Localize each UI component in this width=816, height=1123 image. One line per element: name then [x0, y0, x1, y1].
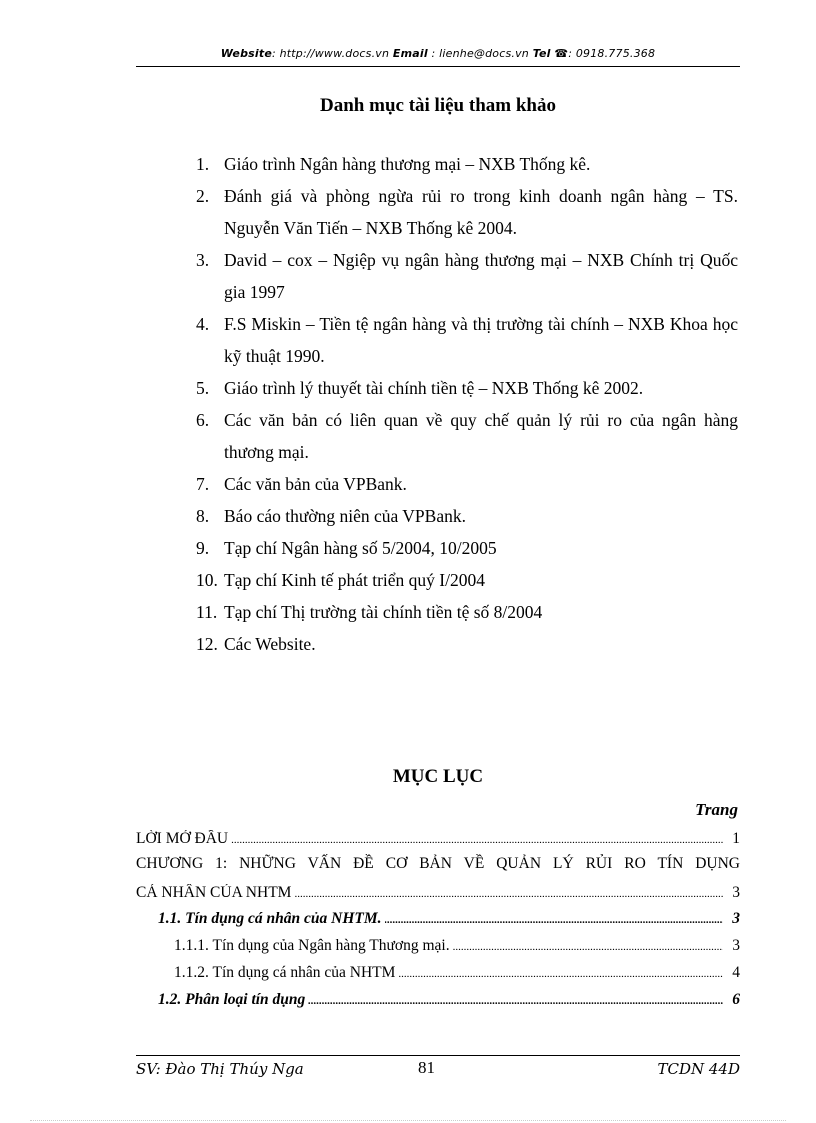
reference-number: 4. — [196, 314, 210, 334]
toc-leader-dots — [453, 937, 723, 955]
footer-class: TCDN 44D — [657, 1060, 740, 1078]
toc-entry-page: 4 — [732, 964, 740, 981]
page-header — [136, 47, 740, 60]
reference-item — [196, 372, 738, 404]
toc-leader-dots — [385, 910, 723, 928]
toc-title: MỤC LỤC — [392, 766, 484, 787]
reference-number: 5. — [196, 378, 210, 398]
reference-item — [196, 628, 738, 660]
website-label: Website — [220, 47, 272, 60]
toc-entry-label: CÁ NHÂN CỦA NHTM — [136, 884, 292, 901]
toc-entry-page: 6 — [732, 991, 740, 1008]
references-title: Danh mục tài liệu tham khảo — [320, 95, 556, 116]
toc-entry-1-1[interactable] — [158, 910, 740, 928]
phone-icon: ☎ — [554, 47, 569, 60]
reference-number: 7. — [196, 474, 210, 494]
reference-text: F.S Miskin – Tiền tệ ngân hàng và thị trường tài chính – NXB Khoa học kỹ thuật 1990. — [224, 314, 738, 366]
reference-number: 12. — [196, 634, 218, 654]
reference-number: 2. — [196, 186, 210, 206]
toc-entry-1-2[interactable] — [158, 991, 740, 1009]
email-value: : lienhe@docs.vn — [431, 47, 529, 60]
reference-text: Đánh giá và phòng ngừa rủi ro trong kinh doanh ngân hàng – TS. Nguyễn Văn Tiến – NXB Thống kê 2004. — [224, 186, 738, 238]
reference-number: 11. — [196, 602, 218, 622]
reference-item — [196, 468, 738, 500]
reference-number: 8. — [196, 506, 210, 526]
toc-entry-1-1-2[interactable] — [174, 964, 740, 982]
reference-text: David – cox – Ngiệp vụ ngân hàng thương mại – NXB Chính trị Quốc gia 1997 — [224, 250, 738, 302]
reference-text: Giáo trình lý thuyết tài chính tiền tệ – NXB Thống kê 2002. — [224, 378, 644, 398]
reference-text: Tạp chí Thị trường tài chính tiền tệ số 8/2004 — [224, 602, 543, 622]
reference-item — [196, 148, 738, 180]
reference-item — [196, 180, 738, 244]
reference-text: Tạp chí Kinh tế phát triển quý I/2004 — [224, 570, 485, 590]
toc-leader-dots — [398, 964, 723, 982]
toc-entry-label: 1.1. Tín dụng cá nhân của NHTM. — [158, 910, 382, 927]
reference-item — [196, 244, 738, 308]
toc-entry-chapter1-line1[interactable]: CHƯƠNG 1: NHỮNG VẤN ĐỀ CƠ BẢN VỀ QUẢN LÝ RỦI RO TÍN DỤNG — [136, 855, 740, 872]
toc-entry-label: 1.2. Phân loại tín dụng — [158, 991, 306, 1008]
reference-item — [196, 500, 738, 532]
reference-text: Tạp chí Ngân hàng số 5/2004, 10/2005 — [224, 538, 497, 558]
reference-number: 1. — [196, 154, 210, 174]
toc-page-header: Trang — [695, 800, 738, 819]
toc-entry-intro[interactable] — [136, 830, 740, 848]
tel-value: : 0918.775.368 — [568, 47, 656, 60]
reference-item — [196, 564, 738, 596]
reference-number: 10. — [196, 570, 218, 590]
toc-entry-label: LỜI MỞ ĐẦU — [136, 830, 229, 847]
toc-entry-page: 1 — [732, 830, 740, 847]
email-label: Email — [392, 47, 428, 60]
footer-author: SV: Đào Thị Thúy Nga — [136, 1060, 304, 1078]
toc-entry-label: 1.1.1. Tín dụng của Ngân hàng Thương mại. — [174, 937, 450, 954]
reference-text: Giáo trình Ngân hàng thương mại – NXB Thống kê. — [224, 154, 591, 174]
reference-number: 9. — [196, 538, 210, 558]
reference-text: Báo cáo thường niên của VPBank. — [224, 506, 466, 526]
toc-leader-dots — [294, 884, 723, 902]
toc-entry-1-1-1[interactable] — [174, 937, 740, 955]
reference-text: Các Website. — [224, 634, 316, 654]
reference-item — [196, 308, 738, 372]
footer-page-number: 81 — [418, 1058, 435, 1077]
tel-label: Tel — [532, 47, 551, 60]
reference-item — [196, 404, 738, 468]
header-divider — [136, 66, 740, 67]
toc-entry-page: 3 — [732, 910, 740, 927]
footer-divider — [136, 1055, 740, 1056]
toc-entry-page: 3 — [732, 884, 740, 901]
reference-text: Các văn bản của VPBank. — [224, 474, 407, 494]
toc-entry-label: 1.1.2. Tín dụng cá nhân của NHTM — [174, 964, 396, 981]
toc-entry-page: 3 — [732, 937, 740, 954]
toc-leader-dots — [231, 830, 723, 848]
reference-item — [196, 532, 738, 564]
reference-number: 3. — [196, 250, 210, 270]
reference-item — [196, 596, 738, 628]
reference-text: Các văn bản có liên quan về quy chế quản lý rủi ro của ngân hàng thương mại. — [224, 410, 738, 462]
page-edge — [30, 1120, 786, 1121]
references-list — [196, 148, 738, 660]
website-value: : http://www.docs.vn — [272, 47, 390, 60]
toc-leader-dots — [308, 991, 723, 1009]
reference-number: 6. — [196, 410, 210, 430]
toc-entry-chapter1[interactable] — [136, 884, 740, 902]
